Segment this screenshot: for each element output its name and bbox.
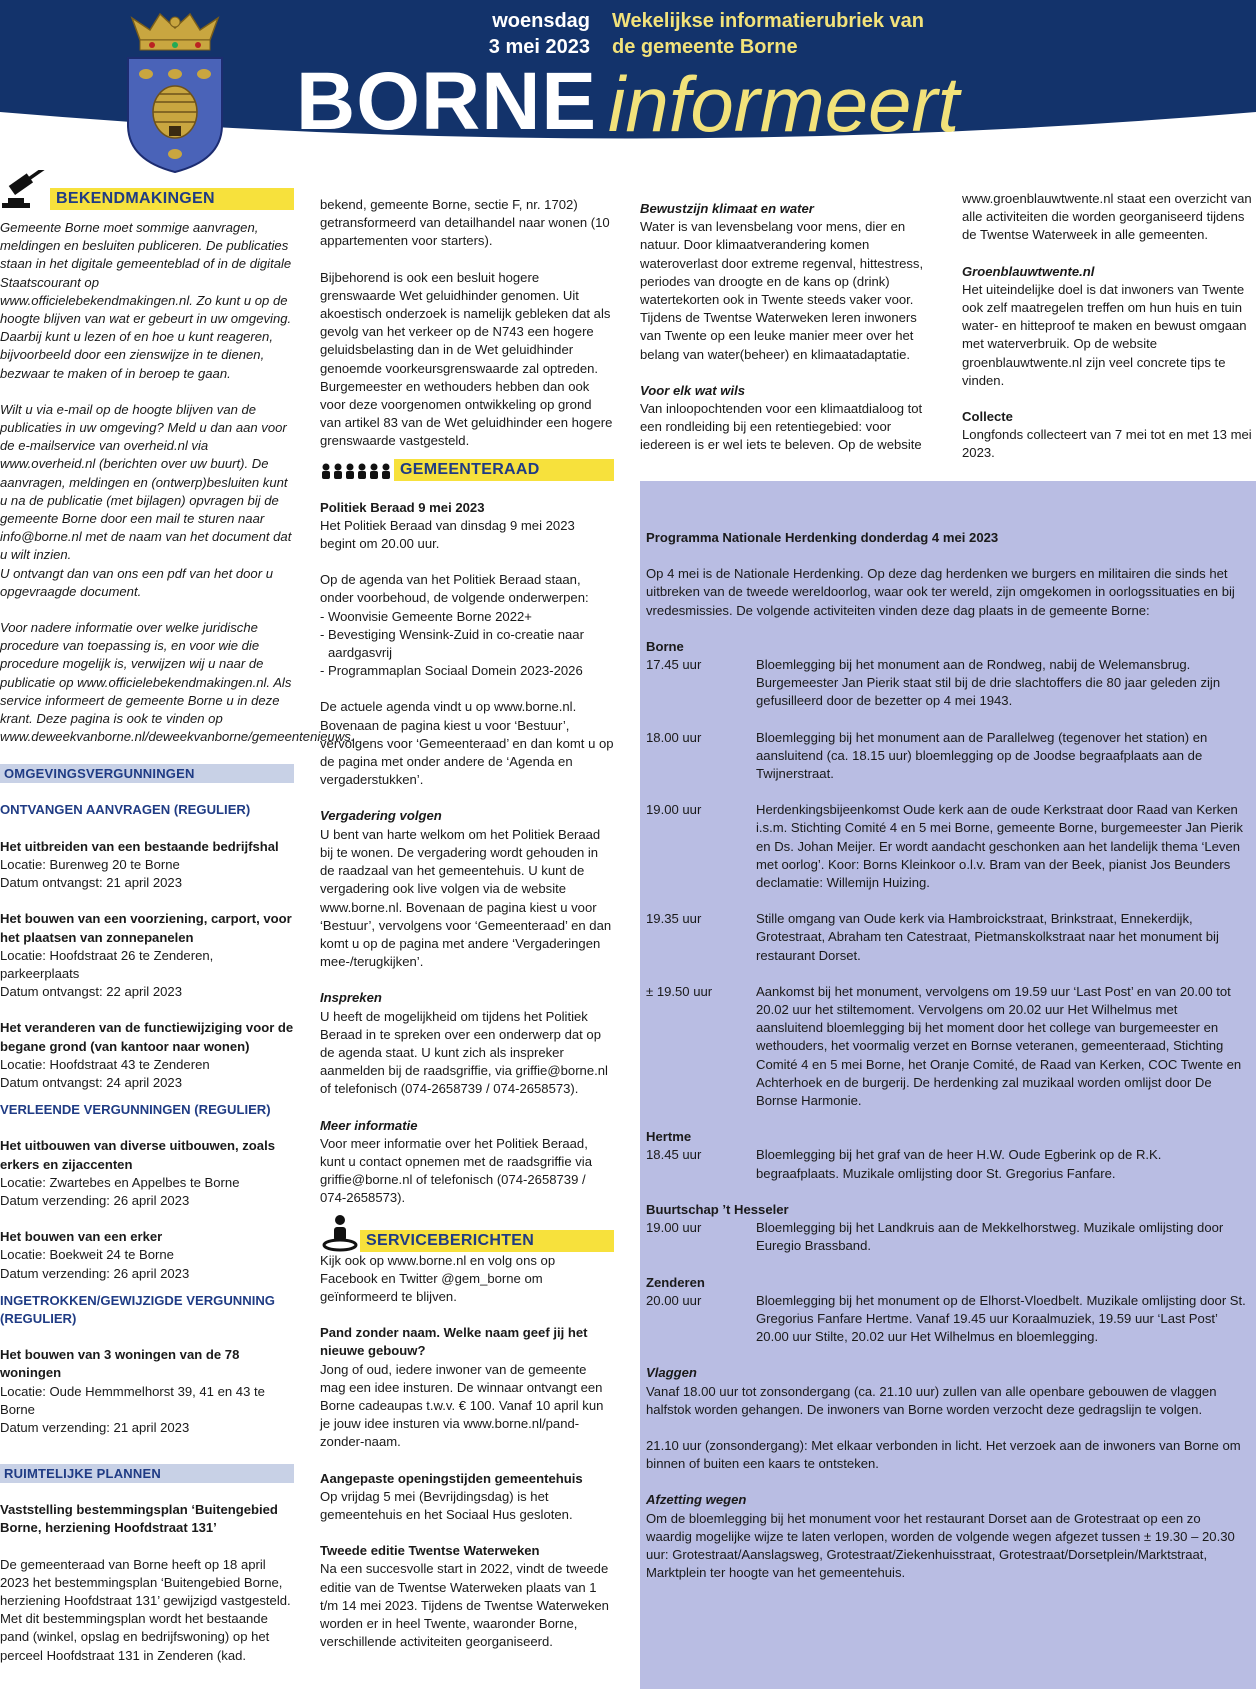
tagline-line-2: de gemeente Borne — [612, 36, 798, 58]
bestemmingsplan-title: Vaststelling bestemmingsplan ‘Buitengebied Borne, herziening Hoofdstraat 131’ — [0, 1502, 278, 1536]
groenblauwtwente-title: Groenblauwtwente.nl — [962, 263, 1095, 279]
schedule-row — [646, 983, 1246, 1110]
openingstijden-title: Aangepaste openingstijden gemeentehuis — [320, 1470, 583, 1486]
schedule-row — [646, 801, 1246, 892]
voor-elk-title: Voor elk wat wils — [640, 382, 746, 398]
location-hesseler: Buurtschap ’t Hesseler — [646, 1201, 789, 1217]
bewustzijn-text: Water is van levensbelang voor mens, dier en natuur. Door klimaatverandering komen wateroverlast door extreme regenval, hittestress, periodes van droogte en de kans op (drink) watertekorten ook in Twente steeds vaker voor. Tijdens de Twentse Waterweken leren inwoners van Twente op een leuke manier meer over het belang van water(beheer) en klimaatadaptatie. — [640, 219, 924, 362]
location-borne: Borne — [646, 638, 684, 654]
column-2 — [320, 196, 614, 1651]
weekday: woensdag — [492, 10, 590, 32]
zonsondergang-text: 21.10 uur (zonsondergang): Met elkaar verbonden in licht. Het verzoek aan de inwoners van Borne om binnen of buiten een kaars te ontsteken. — [646, 1437, 1241, 1472]
intro-paragraph-2: Wilt u via e-mail op de hoogte blijven van de publicaties in uw omgeving? Meld u dan aan voor de e-mailservice van overheid.nl via www.overheid.nl (berichten over uw buurt). De aanvragen, meldingen en (ontwerp)besluiten kunt u na de publicatie (met bijlagen) opvragen bij de gemeente Borne door een mail te sturen naar info@borne.nl met de naam van het document dat u wilt inzien. — [0, 401, 292, 563]
ingetrokken-1-location: Locatie: Oude Hemmmelhorst 39, 41 en 43 te Borne — [0, 1383, 265, 1417]
meer-informatie-text: Voor meer informatie over het Politiek Beraad, kunt u contact opnemen met de raadsgriffie via griffie@borne.nl of telefonisch (074-2658739 / 074-2658573). — [320, 1135, 592, 1206]
afzetting-text: Om de bloemlegging bij het monument voor het restaurant Dorset aan de Grotestraat op een zo waardig mogelijke wijze te laten verlopen, worden de volgende wegen afgezet tussen ± 19.30 – 20.30 uur: Grotestraat/Aanslagsweg, Grotestraat/Ziekenhuisstraat, Grotestraat/Dorsetplein/Marktstraat, Marktplein ter hoogte van het gemeentehuis. — [646, 1510, 1235, 1581]
schedule-row — [646, 656, 1246, 711]
vergunning-2-date: Datum verzending: 26 april 2023 — [0, 1265, 190, 1281]
gemeenteraad-heading: GEMEENTERAAD — [394, 459, 614, 481]
serviceberichten-heading: SERVICEBERICHTEN — [360, 1230, 614, 1252]
pand-zonder-naam-title: Pand zonder naam. Welke naam geef jij het nieuwe gebouw? — [320, 1325, 588, 1359]
vergunning-1-date: Datum verzending: 26 april 2023 — [0, 1192, 190, 1208]
bestemmingsplan-continued: bekend, gemeente Borne, sectie F, nr. 1702) getransformeerd van detailhandel naar wonen (10 appartementen voor starters). — [320, 197, 610, 249]
agenda-item-2: - Bevestiging Wensink-Zuid in co-creatie naar — [320, 626, 584, 642]
masthead — [0, 0, 1256, 150]
groenblauwtwente-text: Het uiteindelijke doel is dat inwoners van Twente ook zelf maatregelen treffen om hun huis en tuin water- en hitteproof te maken en bewust omgaan met waterverbruik. Op de website groenblauwtwente.nl zijn veel concrete tips te vinden. — [962, 281, 1247, 388]
schedule-row — [646, 1292, 1246, 1347]
location-zenderen: Zenderen — [646, 1274, 705, 1290]
vergadering-volgen-title: Vergadering volgen — [320, 808, 442, 824]
schedule-time: 19.00 uur — [646, 802, 702, 818]
schedule-time: 17.45 uur — [646, 657, 702, 673]
schedule-text: Herdenkingsbijeenkomst Oude kerk aan de oude Kerkstraat door Raad van Kerken i.s.m. Stichting Comité 4 en 5 mei Borne, gemeente Borne, burgemeester Jan Pierik en Ds. Johan Meijer. Er wordt aandacht geschonken aan het landelijk thema ‘Leven met oorlog’. Koor: Borns Kleinkoor o.l.v. Bram van der Beek, pianist Jos Beunders declamatie: Willemijn Huizing. — [756, 802, 1243, 891]
intro-paragraph-4: Voor nadere informatie over welke juridische procedure van toepassing is, en voor wie die procedure mogelijk is, verwijzen wij u naar de publicatie op www.officielebekendmakingen.nl. Als service informeert de gemeente Borne u in deze krant. Deze pagina is ook te vinden op www.deweekvanborne.nl/deweekvanborne/gemeentenieuws. — [0, 620, 355, 745]
serviceberichten-text: Kijk ook op www.borne.nl en volg ons op Facebook en Twitter @gem_borne om geïnformeerd te blijven. — [320, 1252, 556, 1304]
schedule-time: 20.00 uur — [646, 1292, 702, 1308]
inspreken-title: Inspreken — [320, 990, 382, 1006]
publication-date — [440, 8, 590, 60]
bewustzijn-title: Bewustzijn klimaat en water — [640, 201, 814, 216]
schedule-text: Bloemlegging bij het graf van de heer H.W. Oude Egberink op de R.K. begraafplaats. Muzikale omlijsting door St. Gregorius Fanfare. — [756, 1147, 1162, 1181]
schedule-row — [646, 1219, 1246, 1255]
agenda-intro: Op de agenda van het Politiek Beraad staan, onder voorbehoud, de volgende onderwerpen: — [320, 572, 589, 606]
schedule-time: 18.00 uur — [646, 729, 702, 745]
info-person-icon — [320, 1212, 360, 1252]
openingstijden-text: Op vrijdag 5 mei (Bevrijdingsdag) is het gemeentehuis en het Sociaal Hus gesloten. — [320, 1488, 573, 1522]
afzetting-title: Afzetting wegen — [646, 1492, 747, 1508]
date: 3 mei 2023 — [488, 36, 590, 58]
programma-title: Programma Nationale Herdenking donderdag 4 mei 2023 — [646, 530, 999, 545]
intro-paragraph-3: U ontvangt dan van ons een pdf van het door u opgevraagde document. — [0, 565, 273, 599]
vergunning-1-title: Het uitbouwen van diverse uitbouwen, zoals erkers en zijaccenten — [0, 1138, 276, 1172]
schedule-row — [646, 729, 1246, 784]
aanvraag-2-date: Datum ontvangst: 22 april 2023 — [0, 984, 182, 1000]
schedule-row — [646, 910, 1246, 965]
waterweken-continued: www.groenblauwtwente.nl staat een overzicht van alle activiteiten die worden georganiseerd tijdens de Twentse Waterweek in alle gemeenten. — [962, 191, 1252, 243]
schedule-text: Bloemlegging bij het Landkruis aan de Mekkelhorstweg. Muzikale omlijsting door Euregio Brassband. — [756, 1220, 1224, 1254]
schedule-time: 19.00 uur — [646, 1220, 702, 1236]
ontvangen-aanvragen-heading: ONTVANGEN AANVRAGEN (REGULIER) — [0, 802, 251, 818]
column-3 — [640, 200, 936, 455]
aanvraag-1-date: Datum ontvangst: 21 april 2023 — [0, 875, 182, 891]
aanvraag-2-title: Het bouwen van een voorziening, carport, voor het plaatsen van zonnepanelen — [0, 911, 292, 945]
schedule-time: ± 19.50 uur — [646, 983, 713, 999]
aanvraag-3-title: Het veranderen van de functiewijziging voor de begane grond (van kantoor naar wonen) — [0, 1020, 294, 1054]
programma-intro: Op 4 mei is de Nationale Herdenking. Op deze dag herdenken we burgers en militairen die sinds het uitbreken van de tweede wereldoorlog, waar ook ter wereld, zijn omgekomen in oorlogssituaties en bij vredesmissies. De volgende activiteiten vinden deze dag plaats in de gemeente Borne: — [646, 566, 1235, 618]
schedule-row — [646, 1146, 1246, 1182]
aanvraag-3-location: Locatie: Hoofdstraat 43 te Zenderen — [0, 1056, 210, 1072]
agenda-item-3: - Programmaplan Sociaal Domein 2023-2026 — [320, 663, 583, 679]
aanvraag-1-location: Locatie: Burenweg 20 te Borne — [0, 856, 180, 872]
ingetrokken-1-date: Datum verzending: 21 april 2023 — [0, 1419, 190, 1435]
tagline — [612, 8, 924, 60]
schedule-text: Bloemlegging bij het monument aan de Parallelweg (tegenover het station) en aansluitend (ca. 18.15 uur) bloemlegging op de Joodse begraafplaats aan de Twijnerstraat. — [756, 729, 1208, 782]
gemeenteraad-header — [320, 451, 614, 481]
title-borne: BORNE — [296, 56, 598, 147]
vergunning-1-location: Locatie: Zwartebes en Appelbes te Borne — [0, 1174, 240, 1190]
inspreken-text: U heeft de mogelijkheid om tijdens het Politiek Beraad in te spreken over een onderwerp dat op de agenda staat. U kunt zich als inspreker aanmelden bij de raadsgriffie, via griffie@borne.nl of telefonisch (074-2658739 / 074-2658573). — [320, 1008, 608, 1097]
vlaggen-text: Vanaf 18.00 uur tot zonsondergang (ca. 21.10 uur) zullen van alle openbare gebouwen de vlaggen halfstok worden gehangen. De inwoners van Borne worden verzocht deze gedragslijn te volgen. — [646, 1383, 1217, 1417]
agenda-item-2-cont: aardgasvrij — [328, 645, 393, 661]
herdenking-content — [646, 529, 1246, 1582]
tagline-line-1: Wekelijkse informatierubriek van — [612, 10, 924, 32]
serviceberichten-header — [320, 1208, 614, 1252]
schedule-text: Bloemlegging bij het monument aan de Rondweg, nabij de Welemansbrug. Burgemeester Jan Pierik staat stil bij de drie slachtoffers die 80 jaar geleden zijn gefusilleerd door de bezetter op 4 mei 1943. — [756, 657, 1221, 709]
aanvraag-2-location: Locatie: Hoofdstraat 26 te Zenderen, parkeerplaats — [0, 947, 214, 981]
geluidhinder-text: Bijbehorend is ook een besluit hogere grenswaarde Wet geluidhinder genomen. Uit akoestisch onderzoek is namelijk gebleken dat als gevolg van het verkeer op de N743 een hogere geluidsbelasting dan in de Wet geluidhinder genoemde voorkeursgrenswaarde zal optreden. Burgemeester en wethouders hebben dan ook voor deze voorgenomen ontwikkeling op grond van artikel 83 van de Wet geluidhinder een hogere grenswaarde vastgesteld. — [320, 269, 613, 449]
aanvraag-1-title: Het uitbreiden van een bestaande bedrijfshal — [0, 838, 279, 854]
schedule-time: 18.45 uur — [646, 1147, 702, 1163]
bestemmingsplan-text: De gemeenteraad van Borne heeft op 18 april 2023 het bestemmingsplan ‘Buitengebied Borne, herziening Hoofdstraat 131’ gewijzigd vastgesteld. Met dit bestemmingsplan wordt het bestaande pand (winkel, opslag en bedrijfswoning) op het perceel Hoofdstraat 131 in Zenderen (kad. — [0, 1556, 291, 1663]
intro-paragraph-1: Gemeente Borne moet sommige aanvragen, meldingen en besluiten publiceren. De publicaties staan in het digitale gemeenteblad of in de digitale Staatscourant op www.officielebekendmakingen.nl. Zo kunt u op de hoogte blijven van wat er gebeurt in uw omgeving. Daarbij kunt u lezen of en hoe u kunt reageren, bijvoorbeeld door een zienswijze in te dienen, bezwaar te maken of in beroep te gaan. — [0, 220, 292, 381]
ingetrokken-1-title: Het bouwen van 3 woningen van de 78 woningen — [0, 1347, 240, 1381]
voor-elk-text: Van inloopochtenden voor een klimaatdialoog tot een rondleiding bij een retentiegebied: voor iedereen is er wel iets te beleven. Op de website — [640, 401, 923, 453]
title-informeert: informeert — [608, 60, 960, 148]
aanvraag-3-date: Datum ontvangst: 24 april 2023 — [0, 1074, 182, 1090]
collecte-text: Longfonds collecteert van 7 mei tot en met 13 mei 2023. — [962, 427, 1252, 461]
agenda-item-1: - Woonvisie Gemeente Borne 2022+ — [320, 608, 532, 624]
bekendmakingen-header — [0, 166, 294, 210]
schedule-text: Aankomst bij het monument, vervolgens om 19.59 uur ‘Last Post’ en van 20.00 tot 20.02 uur het stiltemoment. Vervolgens om 20.02 uur Het Wilhelmus met aansluitend bloemlegging bij het moment door het college van burgemeester en wethouders, het voormalig verzet en Bornse veteranen, gemeenteraad, Stichting Comité 4 en 5 mei Borne, het Oranje Comité, de Raad van Kerken, COC Twente en Achterhoek en de burgerij. De herdenking zal muzikaal worden omlijst door De Bornse Harmonie. — [756, 983, 1242, 1109]
vergadering-volgen-text: U bent van harte welkom om het Politiek Beraad bij te wonen. De vergadering wordt gehouden in de raadzaal van het gemeentehuis. U kunt de vergadering ook live volgen via de website www.borne.nl. Bovenaan de pagina kiest u voor ‘Bestuur’, vervolgens voor ‘Gemeenteraad’ en dan komt u op de pagina met andere ‘Vergaderingen mee-/terugkijken’. — [320, 826, 612, 970]
schedule-time: 19.35 uur — [646, 911, 702, 927]
bekendmakingen-heading: BEKENDMAKINGEN — [50, 188, 294, 210]
column-4 — [962, 190, 1256, 463]
politiek-beraad-text: Het Politiek Beraad van dinsdag 9 mei 2023 begint om 20.00 uur. — [320, 517, 575, 552]
vergunning-2-title: Het bouwen van een erker — [0, 1229, 163, 1245]
agenda-link-text: De actuele agenda vindt u op www.borne.nl. Bovenaan de pagina kiest u voor ‘Bestuur’, vervolgens voor ‘Gemeenteraad’ en dan komt u op de pagina met onder andere de ‘Agenda en vergaderstukken’. — [320, 699, 614, 788]
vlaggen-title: Vlaggen — [646, 1365, 697, 1381]
collecte-title: Collecte — [962, 409, 1013, 425]
twentse-waterweken-text: Na een succesvolle start in 2022, vindt de tweede editie van de Twentse Waterweken plaats van 1 t/m 14 mei 2023. Tijdens de Twentse Waterweken worden er in heel Twente, waaronder Borne, verschillende activiteiten georganiseerd. — [320, 1561, 609, 1650]
meer-informatie-title: Meer informatie — [320, 1117, 418, 1133]
gavel-icon — [0, 170, 50, 210]
schedule-text: Bloemlegging bij het monument op de Elhorst-Vloedbelt. Muzikale omlijsting door St. Gregorius Fanfare Hertme. Vanaf 19.45 uur Koraalmuziek, 19.59 uur ‘Last Post’ 20.00 uur Stilte, 20.02 uur Het Wilhelmus en bloemlegging. — [756, 1292, 1246, 1345]
ruimtelijke-plannen-heading: RUIMTELIJKE PLANNEN — [0, 1464, 294, 1483]
verleende-vergunningen-heading: VERLEENDE VERGUNNINGEN (REGULIER) — [0, 1102, 271, 1118]
council-people-icon — [320, 461, 394, 481]
ingetrokken-vergunning-heading: INGETROKKEN/GEWIJZIGDE VERGUNNING (REGULIER) — [0, 1292, 275, 1326]
pand-zonder-naam-text: Jong of oud, iedere inwoner van de gemeente mag een idee insturen. De winnaar ontvangt een Borne cadeaupas t.w.v. € 100. Vanaf 10 april kun je jouw idee insturen via www.borne.nl/pand-zonder-naam. — [320, 1361, 604, 1450]
location-hertme: Hertme — [646, 1129, 692, 1145]
omgevingsvergunningen-heading: OMGEVINGSVERGUNNINGEN — [0, 764, 294, 783]
schedule-text: Stille omgang van Oude kerk via Hambroickstraat, Brinkstraat, Ennekerdijk, Grotestraat, Abraham ten Catestraat, Pietmanskolkstraat naar het monument bij restaurant Dorset. — [756, 911, 1219, 963]
vergunning-2-location: Locatie: Boekweit 24 te Borne — [0, 1247, 174, 1263]
twentse-waterweken-title: Tweede editie Twentse Waterweken — [320, 1543, 540, 1559]
politiek-beraad-title: Politiek Beraad 9 mei 2023 — [320, 499, 485, 515]
borne-crest-icon — [122, 10, 228, 175]
